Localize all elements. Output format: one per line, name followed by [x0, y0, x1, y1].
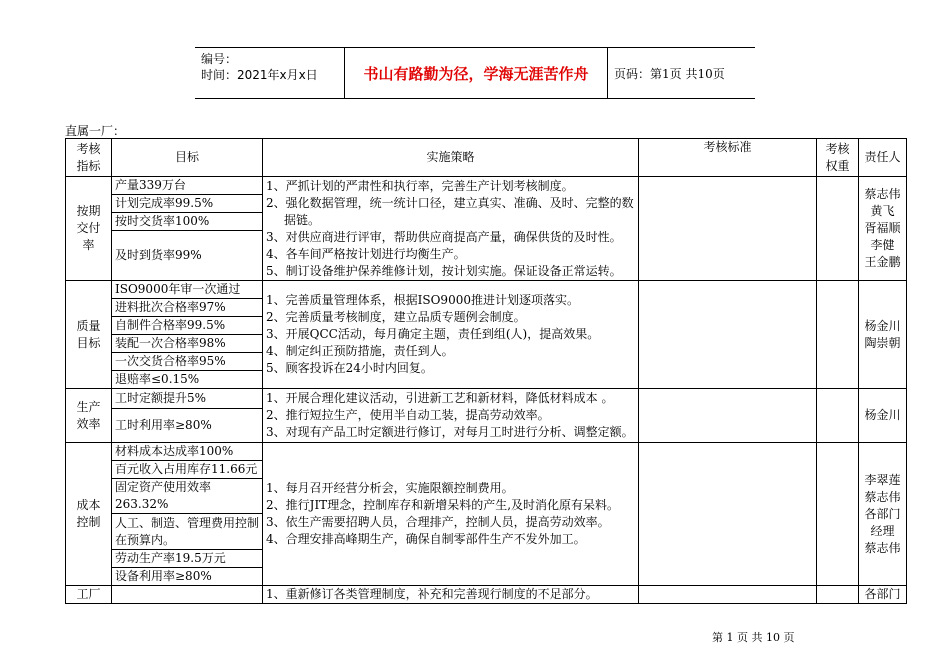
- owner-name: 李健: [870, 238, 895, 252]
- assessment-table: [65, 138, 907, 604]
- col-owner-header: 责任人: [859, 139, 907, 177]
- table-row: [66, 177, 907, 195]
- page-label: 页码：第1页 共10页: [614, 66, 725, 81]
- target-cell: 进料批次合格率97%: [112, 299, 263, 317]
- owner-name: 杨金川: [864, 318, 901, 333]
- strategy-cell: [263, 443, 639, 586]
- weight-cell: [817, 586, 859, 604]
- target-cell: 工时定额提升5%: [112, 389, 263, 409]
- indicator-cell: [66, 281, 112, 389]
- page-footer: 第 1 页 共 10 页: [712, 631, 795, 644]
- strategy-item: 5、顾客投诉在24小时内回复。: [266, 361, 433, 375]
- col-target-header: 目标: [112, 139, 263, 177]
- indicator-text: 交付: [76, 221, 101, 235]
- strategy-item: 5、制订设备维护保养维修计划，按计划实施。保证设备正常运转。: [266, 263, 622, 278]
- section-title: 直属一厂：: [65, 124, 126, 138]
- target-cell: 材料成本达成率100%: [112, 443, 263, 461]
- strategy-item: 3、对现有产品工时定额进行修订，对每月工时进行分析、调整定额。: [266, 425, 634, 439]
- indicator-cell: [66, 177, 112, 281]
- indicator-cell: [66, 389, 112, 443]
- owner-name: 胥福顺: [864, 221, 901, 235]
- strategy-cell: [263, 281, 639, 389]
- table-row: [66, 281, 907, 299]
- strategy-item: 2、强化数据管理，统一统计口径，建立真实、准确、及时、完整的数据链。: [266, 195, 634, 227]
- strategy-item: 1、每月召开经营分析会，实施限额控制费用。: [266, 481, 514, 495]
- table-row: [66, 443, 907, 461]
- owner-cell: [859, 389, 907, 443]
- motto: 书山有路勤为径，学海无涯苦作舟: [345, 48, 608, 98]
- target-cell: 产量339万台: [112, 177, 263, 195]
- indicator-cell: [66, 443, 112, 586]
- indicator-text: 成本: [76, 498, 101, 512]
- strategy-item: 1、开展合理化建议活动，引进新工艺和新材料，降低材料成本 。: [266, 391, 614, 405]
- indicator-text: 质量: [76, 318, 101, 333]
- weight-cell: [817, 177, 859, 281]
- col-standard-header: 考核标准: [639, 139, 817, 177]
- owner-cell: [859, 443, 907, 586]
- time-label: 时间：2021年x月x日: [201, 68, 318, 82]
- col-weight-header: [817, 139, 859, 177]
- strategy-item: 4、合理安排高峰期生产，确保自制零部件生产不发外加工。: [266, 532, 586, 546]
- target-cell: ISO9000年审一次通过: [112, 281, 263, 299]
- owner-name: 蔡志伟: [864, 540, 901, 555]
- table-row: [66, 389, 907, 409]
- owner-cell: [859, 281, 907, 389]
- target-cell: [112, 586, 263, 604]
- strategy-item: 2、推行JIT理念，控制库存和新增呆料的产生,及时消化原有呆料。: [266, 498, 620, 512]
- owner-name: 蔡志伟: [864, 489, 901, 504]
- target-cell: 劳动生产率19.5万元: [112, 550, 263, 568]
- strategy-item: 2、推行短拉生产，使用半自动工装，提高劳动效率。: [266, 408, 550, 422]
- target-cell: 百元收入占用库存11.66元: [112, 461, 263, 479]
- strategy-item: 1、严抓计划的严肃性和执行率，完善生产计划考核制度。: [266, 178, 574, 193]
- owner-name: 杨金川: [864, 408, 901, 422]
- col-indicator-header: [66, 139, 112, 177]
- number-label: 编号：: [201, 52, 238, 66]
- indicator-text: 目标: [76, 335, 101, 350]
- weight-cell: [817, 443, 859, 586]
- strategy-item: 4、各车间严格按计划进行均衡生产。: [266, 246, 466, 261]
- header-meta: [195, 48, 345, 98]
- target-cell: 及时到货率99%: [112, 231, 263, 281]
- weight-cell: [817, 389, 859, 443]
- target-cell: 一次交货合格率95%: [112, 353, 263, 371]
- table-row: [66, 586, 907, 604]
- target-cell: 固定资产使用效率263.32%: [112, 479, 263, 514]
- target-cell: 装配一次合格率98%: [112, 335, 263, 353]
- strategy-cell: [263, 177, 639, 281]
- target-cell: 计划完成率99.5%: [112, 195, 263, 213]
- strategy-item: 1、重新修订各类管理制度，补充和完善现行制度的不足部分。: [266, 587, 598, 601]
- weight-cell: [817, 281, 859, 389]
- owner-cell: [859, 177, 907, 281]
- owner-cell: [859, 586, 907, 604]
- owner-name: 李翠莲: [864, 472, 901, 487]
- indicator-text: 工厂: [76, 587, 101, 601]
- target-cell: 设备利用率≥80%: [112, 568, 263, 586]
- col-strategy-header: 实施策略: [263, 139, 639, 177]
- owner-name: 黄飞: [870, 204, 895, 218]
- target-cell: 按时交货率100%: [112, 213, 263, 231]
- indicator-text: 生产: [76, 399, 101, 414]
- owner-name: 各部门: [864, 506, 901, 521]
- indicator-cell: [66, 586, 112, 604]
- standard-cell: [639, 389, 817, 443]
- owner-name: 蔡志伟: [864, 187, 901, 201]
- strategy-item: 4、制定纠正预防措施，责任到人。: [266, 344, 454, 358]
- header-row: [66, 139, 907, 177]
- indicator-text: 按期: [76, 204, 101, 218]
- col-weight-line1: 考核: [825, 141, 850, 156]
- owner-name: 陶崇朝: [864, 335, 901, 350]
- standard-cell: [639, 586, 817, 604]
- document-header: [195, 47, 755, 99]
- standard-cell: [639, 443, 817, 586]
- strategy-item: 3、依生产需要招聘人员，合理排产，控制人员，提高劳动效率。: [266, 515, 610, 529]
- owner-name: 经理: [870, 523, 895, 538]
- owner-name: 王金鹏: [864, 255, 901, 269]
- col-weight-line2: 权重: [825, 158, 850, 173]
- target-cell: 人工、制造、管理费用控制在预算内。: [112, 514, 263, 550]
- strategy-item: 1、完善质量管理体系，根据ISO9000推进计划逐项落实。: [266, 293, 579, 307]
- indicator-text: 控制: [76, 515, 101, 529]
- strategy-item: 3、对供应商进行评审，帮助供应商提高产量，确保供货的及时性。: [266, 229, 622, 244]
- indicator-text: 效率: [76, 416, 101, 431]
- col-indicator-line1: 考核: [76, 141, 101, 156]
- strategy-cell: [263, 389, 639, 443]
- standard-cell: [639, 177, 817, 281]
- indicator-text: 率: [82, 238, 95, 252]
- standard-cell: [639, 281, 817, 389]
- target-cell: 退赔率≤0.15%: [112, 371, 263, 389]
- col-indicator-line2: 指标: [76, 158, 101, 173]
- strategy-item: 2、完善质量考核制度，建立品质专题例会制度。: [266, 310, 526, 324]
- target-cell: 工时利用率≥80%: [112, 409, 263, 443]
- owner-name: 各部门: [864, 587, 901, 601]
- strategy-cell: [263, 586, 639, 604]
- strategy-item: 3、开展QCC活动，每月确定主题，责任到组(人)，提高效果。: [266, 327, 600, 341]
- target-cell: 自制件合格率99.5%: [112, 317, 263, 335]
